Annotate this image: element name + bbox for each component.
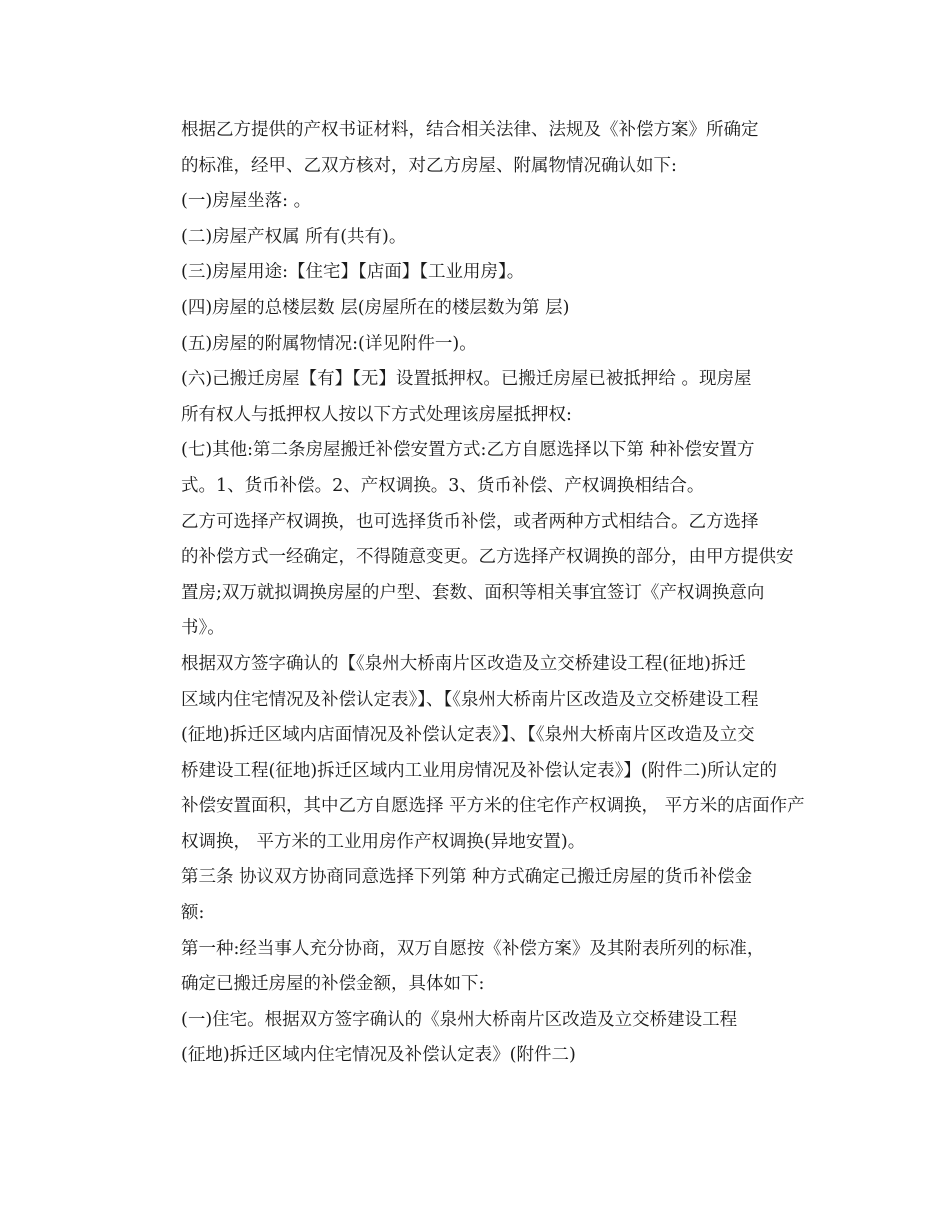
text-line: 额: bbox=[181, 903, 205, 924]
paragraph-house-floors bbox=[145, 291, 813, 327]
paragraph-house-usage bbox=[145, 255, 813, 291]
text-line: 式。1、货币补偿。2、产权调换。3、货币补偿、产权调换相结合。 bbox=[181, 475, 705, 496]
text-line: 区域内住宅情况及补偿认定表》】、【《泉州大桥南片区改造及立交桥建设工程 bbox=[181, 689, 759, 710]
paragraph-confirmation-intro bbox=[145, 113, 813, 184]
text-line: (四)房屋的总楼层数 层(房屋所在的楼层数为第 层) bbox=[181, 297, 570, 318]
text-line: 的补偿方式一经确定，不得随意变更。乙方选择产权调换的部分，由甲方提供安 bbox=[181, 547, 794, 568]
paragraph-compensation-method bbox=[145, 433, 813, 504]
paragraph-house-location bbox=[145, 184, 813, 220]
paragraph-first-method bbox=[145, 932, 813, 1003]
text-line: (征地)拆迁区域内店面情况及补偿认定表》】、【《泉州大桥南片区改造及立交 bbox=[181, 725, 755, 746]
paragraph-mortgage bbox=[145, 362, 813, 433]
text-line: 权调换， 平方米的工业用房作产权调换(异地安置)。 bbox=[181, 831, 586, 852]
text-line: 乙方可选择产权调换，也可选择货币补偿，或者两种方式相结合。乙方选择 bbox=[181, 511, 759, 532]
text-line: 第三条 协议双方协商同意选择下列第 种方式确定己搬迁房屋的货币补偿金 bbox=[181, 867, 753, 888]
text-line: 置房;双万就拟调换房屋的户型、套数、面积等相关事宜签订《产权调换意向 bbox=[181, 582, 765, 603]
text-line: 书》。 bbox=[181, 618, 225, 639]
text-line: (二)房屋产权属 所有(共有)。 bbox=[181, 226, 407, 247]
text-line: 的标准，经甲、乙双方核对，对乙方房屋、附属物情况确认如下: bbox=[181, 155, 677, 176]
text-line: (征地)拆迁区域内住宅情况及补偿认定表》(附件二) bbox=[181, 1045, 576, 1066]
paragraph-residential bbox=[145, 1003, 813, 1074]
paragraph-property-exchange bbox=[145, 505, 813, 647]
text-line: 所有权人与抵押权人按以下方式处理该房屋抵押权: bbox=[181, 404, 572, 425]
text-line: 补偿安置面积，其中乙方自愿选择 平方米的住宅作产权调换， 平方米的店面作产 bbox=[181, 796, 805, 817]
document-body bbox=[145, 113, 813, 1074]
text-line: (一)住宅。根据双方签字确认的《泉州大桥南片区改造及立交桥建设工程 bbox=[181, 1009, 738, 1030]
text-line: 第一种:经当事人充分协商，双万自愿按《补偿方案》及其附表所列的标准， bbox=[181, 938, 765, 959]
paragraph-house-ownership bbox=[145, 220, 813, 256]
text-line: (三)房屋用途:【住宅】【店面】【工业用房】。 bbox=[181, 262, 525, 283]
text-line: 确定已搬迁房屋的补偿金额，具体如下: bbox=[181, 974, 485, 995]
text-line: 根据乙方提供的产权书证材料，结合相关法律、法规及《补偿方案》所确定 bbox=[181, 120, 759, 140]
paragraph-article-three bbox=[145, 860, 813, 931]
text-line: (五)房屋的附属物情况:(详见附件一)。 bbox=[181, 333, 477, 354]
paragraph-resettlement-area bbox=[145, 647, 813, 861]
text-line: (一)房屋坐落: 。 bbox=[181, 191, 312, 212]
text-line: 根据双方签字确认的【《泉州大桥南片区改造及立交桥建设工程(征地)拆迁 bbox=[181, 653, 746, 674]
text-line: (七)其他:第二条房屋搬迁补偿安置方式:乙方自愿选择以下第 种补偿安置方 bbox=[181, 440, 755, 461]
text-line: 桥建设工程(征地)拆迁区域内工业用房情况及补偿认定表》】(附件二)所认定的 bbox=[181, 760, 778, 781]
text-line: (六)己搬迁房屋【有】【无】设置抵押权。已搬迁房屋已被抵押给 。现房屋 bbox=[181, 369, 752, 390]
paragraph-house-attachments bbox=[145, 327, 813, 363]
